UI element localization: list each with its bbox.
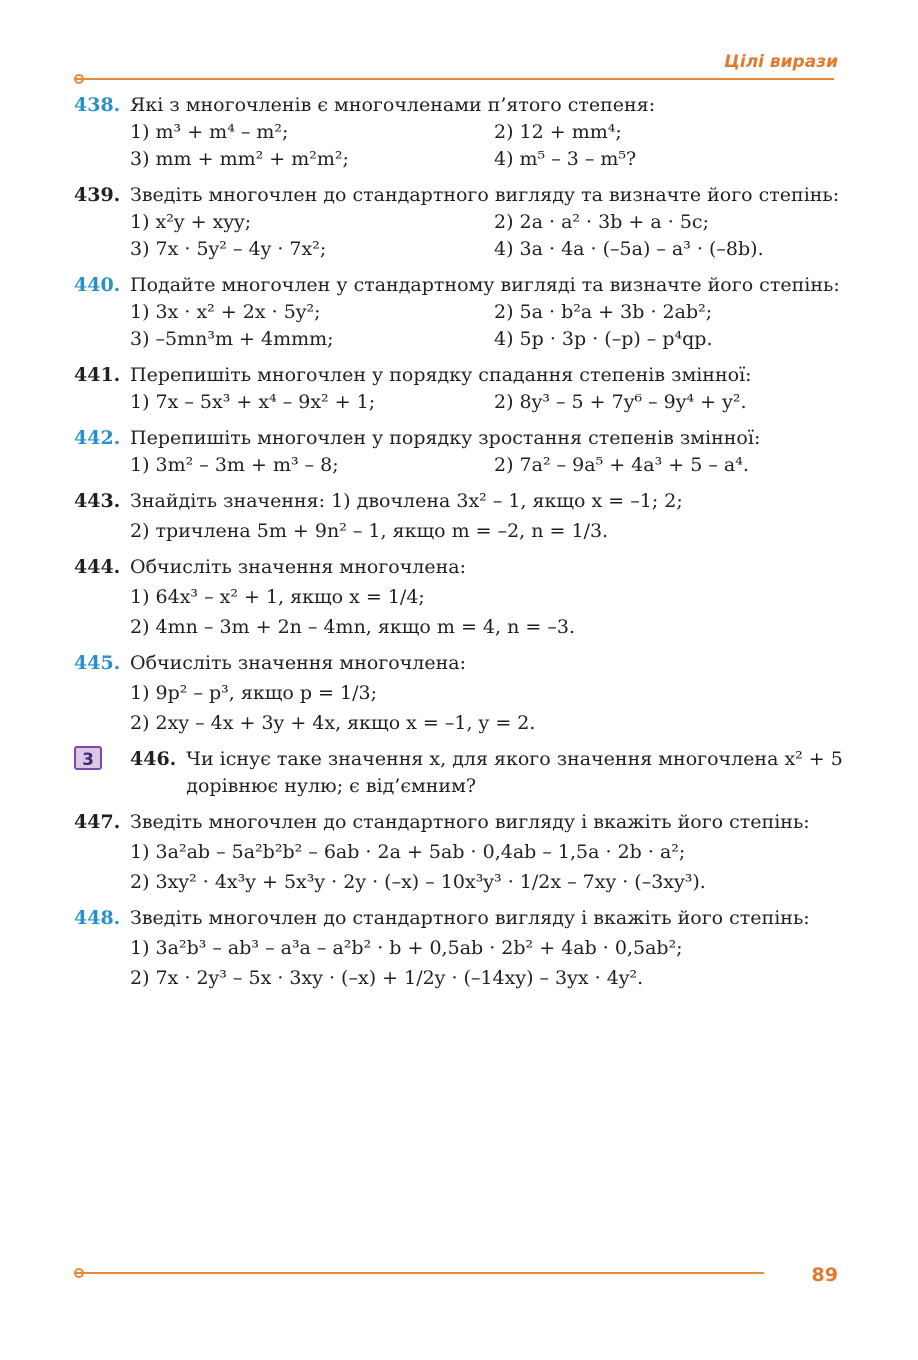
exercise	[74, 92, 844, 173]
exercise	[74, 809, 844, 896]
running-header-title: Цілі вирази	[724, 52, 838, 72]
exercise-item: 2) 5a · b²a + 3b · 2ab²;	[494, 301, 713, 323]
exercise	[74, 182, 844, 263]
exercise-statement	[74, 182, 844, 209]
exercise-item: 1) x²y + xyy;	[130, 211, 252, 233]
exercise-item: 3) –5mn³m + 4mmm;	[130, 328, 334, 350]
exercise-list	[74, 92, 844, 1001]
exercise-statement	[74, 425, 844, 452]
exercise-number: 440.	[74, 274, 121, 296]
exercise-statement	[74, 272, 844, 299]
exercise-item: 2) 7x · 2y³ – 5x · 3xy · (–x) + 1/2y · (–14xy) – 3yx · 4y².	[130, 967, 644, 989]
exercise-number: 442.	[74, 427, 121, 449]
exercise-statement	[74, 809, 844, 836]
exercise-number: 447.	[74, 811, 121, 833]
exercise-item: 1) 3m² – 3m + m³ – 8;	[130, 454, 339, 476]
exercise-number: 446.	[130, 748, 177, 770]
exercise-text: Обчисліть значення многочлена:	[130, 556, 466, 578]
exercise-statement	[74, 746, 844, 800]
exercise-item: 2) тричлена 5m + 9n² – 1, якщо m = –2, n = 1/3.	[130, 520, 609, 542]
exercise-item: 1) 9p² – p³, якщо p = 1/3;	[130, 682, 377, 704]
exercise-text: Зведіть многочлен до стандартного вигляду та визначте його степінь:	[130, 184, 840, 206]
exercise-item: 2) 3xy² · 4x³y + 5x³y · 2y · (–x) – 10x³y³ · 1/2x – 7xy · (–3xy³).	[130, 871, 706, 893]
exercise	[74, 554, 844, 641]
exercise-item: 2) 12 + mm⁴;	[494, 121, 622, 143]
exercise-item: 1) m³ + m⁴ – m²;	[130, 121, 289, 143]
exercise-item: 4) m⁵ – 3 – m⁵?	[494, 148, 637, 170]
exercise	[74, 905, 844, 992]
exercise	[74, 488, 844, 545]
exercise-text: Чи існує таке значення x, для якого значення многочлена x² + 5 дорівнює нулю; є від’ємним?	[186, 748, 843, 797]
exercise-item: 3) 7x · 5y² – 4y · 7x²;	[130, 238, 327, 260]
exercise-text: Які з многочленів є многочленами п’ятого степеня:	[130, 94, 656, 116]
exercise-item: 4) 5p · 3p · (–p) – p⁴qp.	[494, 328, 713, 350]
exercise-items	[74, 299, 844, 353]
exercise-number: 441.	[74, 364, 121, 386]
exercise-item: 2) 2a · a² · 3b + a · 5c;	[494, 211, 709, 233]
exercise-text: Зведіть многочлен до стандартного вигляду і вкажіть його степінь:	[130, 811, 810, 833]
exercise-items	[74, 935, 844, 992]
exercise-number: 445.	[74, 652, 121, 674]
exercise-items	[74, 389, 844, 416]
exercise-statement	[74, 554, 844, 581]
exercise-text: Перепишіть многочлен у порядку спадання степенів змінної:	[130, 364, 752, 386]
exercise-text: Знайдіть значення: 1) двочлена 3x² – 1, якщо x = –1; 2;	[130, 490, 683, 512]
exercise-items	[74, 518, 844, 545]
exercise-text: Обчисліть значення многочлена:	[130, 652, 466, 674]
exercise-items	[74, 119, 844, 173]
exercise-item: 2) 4mn – 3m + 2n – 4mn, якщо m = 4, n = –3.	[130, 616, 575, 638]
exercise-item: 2) 2xy – 4x + 3y + 4x, якщо x = –1, y = 2.	[130, 712, 536, 734]
exercise-item: 1) 7x – 5x³ + x⁴ – 9x² + 1;	[130, 391, 376, 413]
page-number: 89	[811, 1264, 838, 1286]
exercise-item: 4) 3a · 4a · (–5a) – a³ · (–8b).	[494, 238, 764, 260]
exercise-statement	[74, 650, 844, 677]
exercise-statement	[74, 362, 844, 389]
exercise-number: 438.	[74, 94, 121, 116]
exercise-number: 439.	[74, 184, 121, 206]
exercise-number: 448.	[74, 907, 121, 929]
exercise-text: Подайте многочлен у стандартному вигляді та визначте його степінь:	[130, 274, 840, 296]
exercise	[74, 746, 844, 800]
footer-rule	[74, 1272, 764, 1274]
header-rule	[74, 78, 834, 80]
difficulty-level-badge: 3	[74, 746, 102, 770]
exercise	[74, 272, 844, 353]
exercise-statement	[74, 488, 844, 515]
exercise-item: 1) 3a²ab – 5a²b²b² – 6ab · 2a + 5ab · 0,4ab – 1,5a · 2b · a²;	[130, 841, 686, 863]
exercise-text: Перепишіть многочлен у порядку зростання степенів змінної:	[130, 427, 761, 449]
exercise-items	[74, 584, 844, 641]
exercise-number: 444.	[74, 556, 121, 578]
exercise-items	[74, 839, 844, 896]
exercise-text: Зведіть многочлен до стандартного вигляду і вкажіть його степінь:	[130, 907, 810, 929]
exercise-item: 2) 8y³ – 5 + 7y⁶ – 9y⁴ + y².	[494, 391, 747, 413]
exercise-items	[74, 452, 844, 479]
exercise-item: 1) 3x · x² + 2x · 5y²;	[130, 301, 321, 323]
exercise	[74, 425, 844, 479]
exercise-item: 1) 3a²b³ – ab³ – a³a – a²b² · b + 0,5ab · 2b² + 4ab · 0,5ab²;	[130, 937, 683, 959]
exercise-items	[74, 209, 844, 263]
exercise	[74, 650, 844, 737]
exercise-statement	[74, 905, 844, 932]
exercise-item: 1) 64x³ – x² + 1, якщо x = 1/4;	[130, 586, 425, 608]
exercise	[74, 362, 844, 416]
exercise-item: 3) mm + mm² + m²m²;	[130, 148, 349, 170]
exercise-items	[74, 680, 844, 737]
exercise-number: 443.	[74, 490, 121, 512]
exercise-statement	[74, 92, 844, 119]
exercise-item: 2) 7a² – 9a⁵ + 4a³ + 5 – a⁴.	[494, 454, 749, 476]
